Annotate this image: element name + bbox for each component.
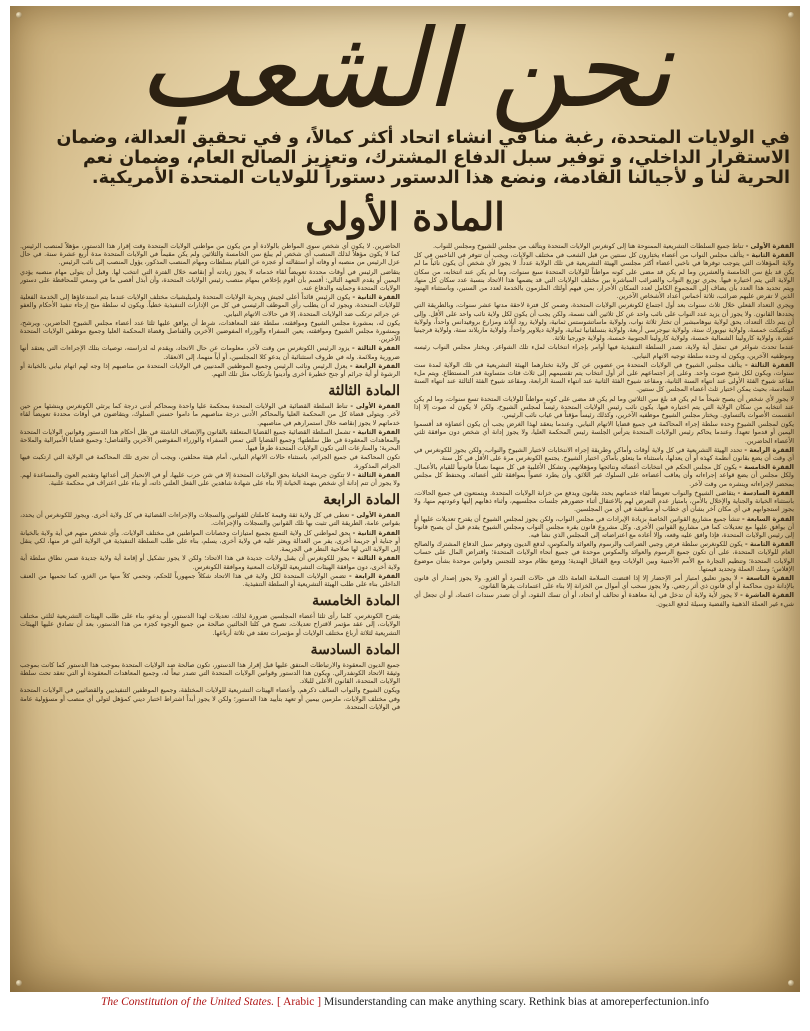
article-heading: المادة السادسة	[310, 641, 400, 658]
section-body: ويجري التعداد الفعلي خلال ثلاث سنوات بعد أول اجتماع لكونغرس الولايات المتحدة، وضمن كل فترة لاحقة مدتها عشر سنوات، وبالطريقة التي يحددها القانون. ولا يجوز أن يزيد عدد النواب على نائب واحد عن كل ثلاثين ألف نسمة، ولكن يجب أن يكون لكل ولاية نائب واحد على الأقل. وإلى أن يتم ذلك التعداد، يحق لولاية نيوهامبشير أن تختار ثلاثة نواب، ولولاية ماساتشوستس ثمانية، ولولاية رود آيلاند ومزارع بروفيدانس واحداً، ولولاية كونكتيكت خمسة، ولولاية نيويورك ستة، ولولاية نيوجرسي أربعة، ولولاية بنسلفانيا ثمانية، ولولاية ديلاوير واحداً، ولولاية ماريلاند ستة، ولولاية فرجينيا عشرة، ولولاية كارولينا الشمالية خمسة، ولولاية كارولينا الجنوبية خمسة، ولولاية جورجيا ثلاثة.	[414, 301, 794, 343]
section-body: يتألف مجلس الشيوخ في الولايات المتحدة من عضوين عن كل ولاية تختارهما الهيئة التشريعية في تلك الولاية لمدة ست سنوات، ويكون لكل شيخ صوت واحد. وعلى إثر اجتماعهم على أثر أول انتخاب يتم تقسيمهم إلى ثلاث فئات متساوية قدر المستطاع. ويتم ملء مقاعد شيوخ الفئة الأولى عند انتهاء السنة الثانية، ومقاعد شيوخ الفئة الثانية عند انتهاء السنة الرابعة، ومقاعد شيوخ الفئة الثالثة عند انتهاء السنة السادسة، بحيث يمكن اختيار ثلث أعضاء المجلس كل سنتين.	[414, 360, 794, 394]
section-paragraph	[414, 251, 794, 300]
section-body: يكون كل مجلس الحكم في انتخابات أعضائه ونتائجها ومؤهلاتهم، وتشكل الأغلبية في كل منهما نصاباً قانونياً للقيام بالأعمال. ولكل مجلس أن يضع قواعد إجراءاته وأن يعاقب أعضاءه على السلوك غير اللائق، وأن يطرد عضواً بموافقة ثلثي أعضائه. ويحتفظ كل مجلس بمحضر لإجراءاته وينشره من وقت لآخر.	[414, 463, 794, 488]
section-paragraph	[20, 268, 400, 293]
section-lead: الفقرة الثالثة -	[352, 470, 400, 479]
section-paragraph	[20, 572, 400, 588]
section-body: تناط السلطة القضائية في الولايات المتحدة بمحكمة عليا واحدة وبمحاكم أدنى درجة كما يرتئي الكونغرس وينشئها من حين لآخر. ويتولى قضاة كل من المحكمة العليا والمحاكم الأدنى درجة مناصبهم ما داموا حسني السلوك، ويتقاضون في أوقات محددة تعويضاً لقاء خدماتهم لا يجوز إنقاصه خلال استمرارهم في مناصبهم.	[20, 402, 400, 427]
section-paragraph	[20, 319, 400, 344]
section-body: يزود الرئيس الكونغرس من وقت لآخر، معلومات عن حال الاتحاد، ويقدم له لدراسته، توصيات بتلك الإجراءات التي يعتقد أنها ضرورية وملائمة. وله في ظروف استثنائية أن يدعو كلا المجلسين، أو أياً منهما، إلى الانعقاد.	[20, 344, 400, 361]
section-body: تكون المحاكمة في جميع الجرائم، باستثناء حالات الاتهام النيابي، أمام هيئة محلفين، ويجب أن تجرى تلك المحاكمة في الولاية التي ارتكبت فيها الجرائم المذكورة.	[20, 453, 400, 470]
right-text-column	[414, 242, 794, 982]
section-body: لا يجوز لأية ولاية أن تدخل في أية معاهدة أو تحالف أو اتحاد، أو أن تسك النقود، أو أن تصدر سندات اعتماد، أو أن تجعل أي شيء غير العملة الذهبية والفضية وسيلة لدفع الديون.	[414, 591, 794, 608]
section-paragraph	[414, 301, 794, 342]
section-body: يتقاضى الشيوخ والنواب تعويضاً لقاء خدماتهم يحدد بقانون ويدفع من خزانة الولايات المتحدة. ويتمتعون في جميع الحالات، باستثناء الخيانة والجناية والإخلال بالأمن، بامتياز عدم التعرض لهم بالاعتقال أثناء حضورهم جلسات مجلسيهم، وأثناء ذهابهم إليها وعودتهم منها، ولا يجوز استجوابهم في أي مكان آخر بشأن أي خطاب أو مناقشة في أي من المجلسين.	[414, 488, 794, 514]
footer-language-tag: [ Arabic ]	[277, 996, 322, 1008]
section-lead: الفقرة الثانية -	[352, 293, 400, 302]
section-lead: الفقرة الثانية -	[746, 251, 794, 260]
section-paragraph	[20, 554, 400, 570]
section-body: يعزل الرئيس ونائب الرئيس وجميع الموظفين المدنيين في الولايات المتحدة من مناصبهم إذا وجه لهم اتهام نيابي بالخيانة أو الرشوة أو أية جرائم أو جنح خطيرة أخرى وأدينوا بارتكاب مثل تلك التهم.	[20, 361, 400, 379]
section-paragraph	[20, 344, 400, 360]
section-paragraph	[20, 612, 400, 637]
page-title: نحن الشعب	[138, 7, 672, 132]
article-heading: المادة الخامسة	[312, 593, 400, 610]
section-body: لا يجوز لأي شخص أن يصبح شيخاً ما لم يكن قد بلغ سن الثلاثين وما لم يكن قد مضى على كونه مواطناً للولايات المتحدة تسع سنوات، وما لم يكن عند انتخابه من سكان الولاية التي يتم اختياره فيها. يكون نائب رئيس الولايات المتحدة رئيساً لمجلس الشيوخ، ولكن لا يكون له صوت إلا إذا انقسمت الأصوات بالتساوي. ويختار مجلس الشيوخ موظفيه الآخرين، وكذلك رئيساً مؤقتاً في غياب نائب الرئيس.	[414, 394, 794, 420]
footer-caption	[0, 996, 810, 1026]
section-lead: الفقرة الخامسة -	[739, 463, 794, 472]
section-lead: الفقرة السادسة -	[737, 488, 794, 497]
section-body: تحدد الهيئة التشريعية في كل ولاية أوقات وأماكن وطريقة إجراء الانتخابات لاختيار الشيوخ والنواب، ولكن يجوز للكونغرس في أي وقت أن يضع بقانون أنظمة كهذه أو أن يعدلها، باستثناء ما يتعلق بأماكن اختيار الشيوخ. يجتمع الكونغرس مرة على الأقل في كل سنة.	[414, 445, 794, 463]
section-paragraph	[414, 420, 794, 445]
section-body: ويكون الشيوخ والنواب السالف ذكرهم، وأعضاء الهيئات التشريعية للولايات المختلفة، وجميع الموظفين التنفيذيين والقضائيين في الولايات المتحدة وفي مختلف الولايات، ملزمين بيمين أو تعهد بتأييد هذا الدستور؛ ولكن لا يجوز أبداً اشتراط اختبار ديني كمؤهل لتولي أي منصب أو مسؤولية عامة في الولايات المتحدة.	[20, 686, 400, 711]
section-paragraph	[20, 428, 400, 453]
section-lead: الفقرة السابعة -	[741, 514, 794, 523]
preamble-text: في الولايات المتحدة، رغبة منا في انشاء اتحاد أكثر كمالاً، و في تحقيق العدالة، وضمان الاستقرار الداخلي، و توفير سبل الدفاع المشترك، وتعزيز الصالح العام، وضمان نعم الحرية لنا و لأجيالنا القادمة، ونضع هذا الدستور دستوراً للولايات المتحدة الأمريكية.	[56, 128, 790, 188]
section-paragraph	[20, 293, 400, 318]
section-paragraph	[20, 511, 400, 527]
section-paragraph	[20, 529, 400, 554]
section-body: تناط جميع السلطات التشريعية الممنوحة هنا إلى كونغرس الولايات المتحدة ويتألف من مجلس للشيوخ ومجلس للنواب.	[433, 242, 744, 250]
section-paragraph	[20, 362, 400, 378]
left-text-column	[20, 242, 400, 982]
section-lead: الفقرة الأولى -	[350, 402, 400, 411]
article-one-heading: المادة الأولى	[305, 194, 505, 239]
section-body: لا تتكون جريمة الخيانة بحق الولايات المتحدة إلا في شن حرب عليها، أو في الانحياز إلى أعدائها وتقديم العون والمساعدة لهم. ولا يجوز أن تتم إدانة أي شخص بتهمة الخيانة إلا بناء على شهادة شاهدين على الفعل العلني ذاته، أو بناء على اعتراف في محكمة علنية.	[20, 470, 400, 488]
section-body: يكون للكونغرس سلطة فرض وجبي الضرائب والرسوم والعوائد والمكوس، لدفع الديون وتوفير سبل الدفاع المشترك والصالح العام للولايات المتحدة، على أن تكون جميع الرسوم والعوائد والمكوس موحدة في جميع أنحاء الولايات المتحدة؛ واقتراض المال على حساب الولايات المتحدة؛ وتنظيم التجارة مع الأمم الأجنبية وبين الولايات ومع القبائل الهندية؛ ووضع نظام موحد للتجنس وقوانين موحدة بشأن موضوع الإفلاس؛ وسك العملة وتحديد قيمتها.	[414, 540, 794, 573]
section-lead: الفقرة الأولى -	[745, 242, 794, 250]
section-paragraph	[414, 591, 794, 607]
section-body: يجوز للكونغرس أن يقبل ولايات جديدة في هذا الاتحاد؛ ولكن لا يجوز تشكيل أو إقامة أية ولاية جديدة ضمن نطاق سلطة أية ولاية أخرى، دون موافقة الهيئات التشريعية للولايات المعنية وموافقة الكونغرس.	[20, 554, 400, 571]
article-heading: المادة الثالثة	[328, 383, 400, 400]
section-body: تعطى في كل ولاية ثقة وقيمة كاملتان للقوانين والسجلات والإجراءات القضائية في كل ولاية أخرى. ويجوز للكونغرس أن يحدد، بقوانين عامة، الطريقة التي تثبت بها تلك القوانين والسجلات والإجراءات.	[20, 511, 400, 528]
section-lead: الفقرة الأولى -	[351, 511, 400, 520]
section-lead: الفقرة الرابعة -	[744, 445, 794, 454]
section-paragraph	[414, 489, 794, 514]
section-lead: الفقرة الرابعة -	[349, 361, 400, 370]
section-paragraph	[20, 242, 400, 267]
section-lead: الفقرة الثالثة -	[744, 360, 794, 369]
section-paragraph	[414, 395, 794, 420]
section-paragraph	[414, 242, 794, 250]
article-heading: المادة الرابعة	[323, 492, 400, 509]
section-lead: الفقرة الثانية -	[352, 427, 400, 436]
section-paragraph	[20, 471, 400, 487]
section-body: الحاضرين. لا يكون أي شخص سوى المواطن بالولادة أو من يكون من مواطني الولايات المتحدة وقت إقرار هذا الدستور، مؤهلاً لمنصب الرئيس. كما لا يكون مؤهلاً لذلك المنصب أي شخص لم يبلغ سن الخامسة والثلاثين ولم يكن مقيماً في الولايات المتحدة مدة أربع عشرة سنة. في حال عزل الرئيس من منصبه أو وفاته أو استقالته أو عجزه عن القيام بسلطات ومهام المنصب المذكور، يؤول المنصب إلى نائب الرئيس.	[20, 242, 400, 267]
parchment-poster	[10, 6, 800, 992]
section-body: تضمن الولايات المتحدة لكل ولاية في هذا الاتحاد شكلاً جمهورياً للحكم، وتحمي كلاً منها من الغزو، كما تحميها من العنف الداخلي بناء على طلب الهيئة التشريعية أو السلطة التنفيذية.	[20, 571, 400, 588]
section-body: يقترح الكونغرس، كلما رأى ثلثا أعضاء المجلسين ضرورة لذلك، تعديلات لهذا الدستور، أو يدعو، بناء على طلب الهيئات التشريعية لثلثي مختلف الولايات، إلى عقد مؤتمر لاقتراح تعديلات، تصبح في كلتا الحالتين صالحة من جميع الوجوه كجزء من هذا الدستور، بعد أن تصادق عليها الهيئات التشريعية لثلاثة أرباع مختلف الولايات أو مؤتمرات تعقد في ثلاثة أرباعها.	[20, 612, 400, 637]
section-lead: الفقرة العاشرة -	[740, 591, 794, 600]
section-paragraph	[20, 453, 400, 469]
section-body: جميع الديون المعقودة والارتباطات المتفق عليها قبل إقرار هذا الدستور، تكون صالحة ضد الولايات المتحدة بموجب هذا الدستور كما كانت بموجب وثيقة الاتحاد الكونفدرالي. ويكون هذا الدستور وقوانين الولايات المتحدة التي تصدر تبعاً له، وجميع المعاهدات المعقودة أو التي تعقد تحت سلطة الولايات المتحدة، القانون الأعلى للبلاد.	[20, 660, 400, 686]
section-paragraph	[414, 446, 794, 462]
footer-document-name: The Constitution of the United States.	[101, 996, 275, 1008]
section-lead: الفقرة التاسعة -	[740, 573, 794, 582]
section-body: لا يجوز تعليق امتياز أمر الإحضار إلا إذا اقتضت السلامة العامة ذلك في حالات التمرد أو الغزو. ولا يجوز إصدار أي قانون بالإدانة دون محاكمة أو أي قانون ذي أثر رجعي. ولا يجوز سحب أي أموال من الخزانة إلا بناء على اعتمادات يقرها القانون.	[414, 573, 794, 591]
section-lead: الفقرة الثانية -	[352, 528, 400, 537]
section-paragraph	[20, 661, 400, 686]
section-paragraph	[414, 463, 794, 488]
section-paragraph	[20, 686, 400, 711]
section-body: يتألف مجلس النواب من أعضاء يختارون كل سنتين من قبل الشعب في مختلف الولايات، ويجب أن تتوفر في الناخبين في كل ولاية المؤهلات التي يتوجب توفرها في ناخبي أعضاء أكثر مجلسي الهيئة التشريعية في تلك الولاية عدداً. لا يجوز لأي شخص أن يكون نائباً ما لم يكن قد بلغ سن الخامسة والعشرين وما لم يكن قد مضى على كونه مواطناً للولايات المتحدة سبع سنوات، وما لم يكن عند انتخابه، من سكان الولاية التي يتم اختياره فيها. يجري توزيع النواب والضرائب المباشرة بين مختلف الولايات التي قد يضمها هذا الاتحاد بنسبة عدد سكان كل منها، ويتم تحديد هذا العدد بأن يضاف إلى المجموع الكامل لعدد السكان الأحرار، بمن فيهم أولئك الملزمون بالخدمة لعدد من السنين، وباستثناء الهنود الذين لا تفرض عليهم ضرائب، ثلاثة أخماس أعداد الأشخاص الآخرين.	[414, 251, 794, 301]
section-paragraph	[414, 515, 794, 540]
section-body: يكون الرئيس قائداً أعلى لجيش وبحرية الولايات المتحدة ولميليشيات مختلف الولايات عندما يتم استدعاؤها إلى الخدمة الفعلية للولايات المتحدة، ويجوز له أن يطلب رأي الموظف الرئيسي في كل من الإدارات التنفيذية خطياً. ويكون له سلطة منح إرجاء تنفيذ الأحكام والعفو عن جرائم ترتكب ضد الولايات المتحدة، إلا في حالات الاتهام النيابي.	[20, 293, 400, 318]
section-lead: الفقرة الثالثة -	[352, 344, 400, 353]
section-paragraph	[414, 540, 794, 573]
section-lead: الفقرة الثالثة -	[351, 554, 400, 563]
section-lead: الفقرة الثامنة -	[744, 540, 794, 549]
section-paragraph	[414, 343, 794, 359]
section-body: يحق لمواطني كل ولاية التمتع بجميع امتيازات وحصانات المواطنين في مختلف الولايات. وأي شخص متهم في أية ولاية بالخيانة أو جناية أو جريمة أخرى، يفر من العدالة ويعثر عليه في ولاية أخرى، يسلم، بناء على طلب السلطة التنفيذية في الولاية التي فر منها، لكي ينقل إلى الولاية التي لها صلاحية النظر في الجريمة.	[20, 528, 400, 554]
section-body: تنشأ جميع مشاريع القوانين الخاصة بزيادة الإيرادات في مجلس النواب، ولكن يجوز لمجلس الشيوخ أن يقترح تعديلات عليها أو أن يوافق عليها مع تعديلات كما في مشاريع القوانين الأخرى. وكل مشروع قانون يقره مجلس النواب ومجلس الشيوخ يقدم قبل أن يصبح قانوناً إلى رئيس الولايات المتحدة، فإذا وافق عليه وقعه، وإلا أعاده مع اعتراضاته إلى المجلس الذي نشأ فيه.	[414, 514, 794, 539]
section-paragraph	[20, 402, 400, 427]
section-lead: الفقرة الرابعة -	[348, 571, 400, 580]
section-body: يتقاضى الرئيس في أوقات محددة تعويضاً لقاء خدماته لا يجوز زيادته أو إنقاصه خلال الفترة التي انتخب لها. وقبل أن يتولى مهام منصبه يؤدي اليمين أو يقدم التعهد التالي: أقسم بأن أقوم بإخلاص بمهام منصب رئيس الولايات المتحدة، وأن أبذل أقصى ما في وسعي للمحافظة على دستور الولايات المتحدة وحمايته والدفاع عنه.	[20, 267, 400, 293]
footer-tagline: Misunderstanding can make anything scary. Rethink bias at amoreperfectunion.info	[323, 996, 709, 1008]
section-body: عندما تحدث شواغر في تمثيل أية ولاية، تصدر السلطة التنفيذية فيها أوامر بإجراء انتخابات لملء تلك الشواغر. ويختار مجلس النواب رئيسه وموظفيه الآخرين، ويكون له وحده سلطة توجيه الاتهام النيابي.	[414, 343, 794, 360]
section-paragraph	[414, 361, 794, 394]
section-body: يكون له، بمشورة مجلس الشيوخ وموافقته، سلطة عقد المعاهدات، شرط أن يوافق عليها ثلثا عدد أعضاء مجلس الشيوخ الحاضرين. ويرشح، وبمشورة مجلس الشيوخ وموافقته، يعين السفراء والوزراء المفوضين الآخرين والقناصل وقضاة المحكمة العليا وجميع موظفي الولايات المتحدة الآخرين.	[20, 318, 400, 344]
section-paragraph	[414, 574, 794, 590]
section-body: تشمل السلطة القضائية جميع القضايا المتعلقة بالقانون والإنصاف الناشئة في ظل أحكام هذا الدستور وقوانين الولايات المتحدة والمعاهدات المعقودة في ظل سلطتها؛ وجميع القضايا التي تمس السفراء والوزراء المفوضين الآخرين والقناصل؛ وجميع قضايا الأميرالية والملاحة البحرية؛ والمنازعات التي تكون الولايات المتحدة طرفاً فيها.	[20, 427, 400, 453]
section-body: يكون لمجلس الشيوخ وحده سلطة إجراء المحاكمة في جميع قضايا الاتهام النيابي. وعندما ينعقد لهذا الغرض يجب أن يكون أعضاؤه قد أقسموا اليمين أو قدموا تعهداً. وعندما يحاكم رئيس الولايات المتحدة يترأس الجلسة رئيس المحكمة العليا، ولا يجوز إدانة أي شخص دون موافقة ثلثي الأعضاء الحاضرين.	[414, 420, 794, 445]
